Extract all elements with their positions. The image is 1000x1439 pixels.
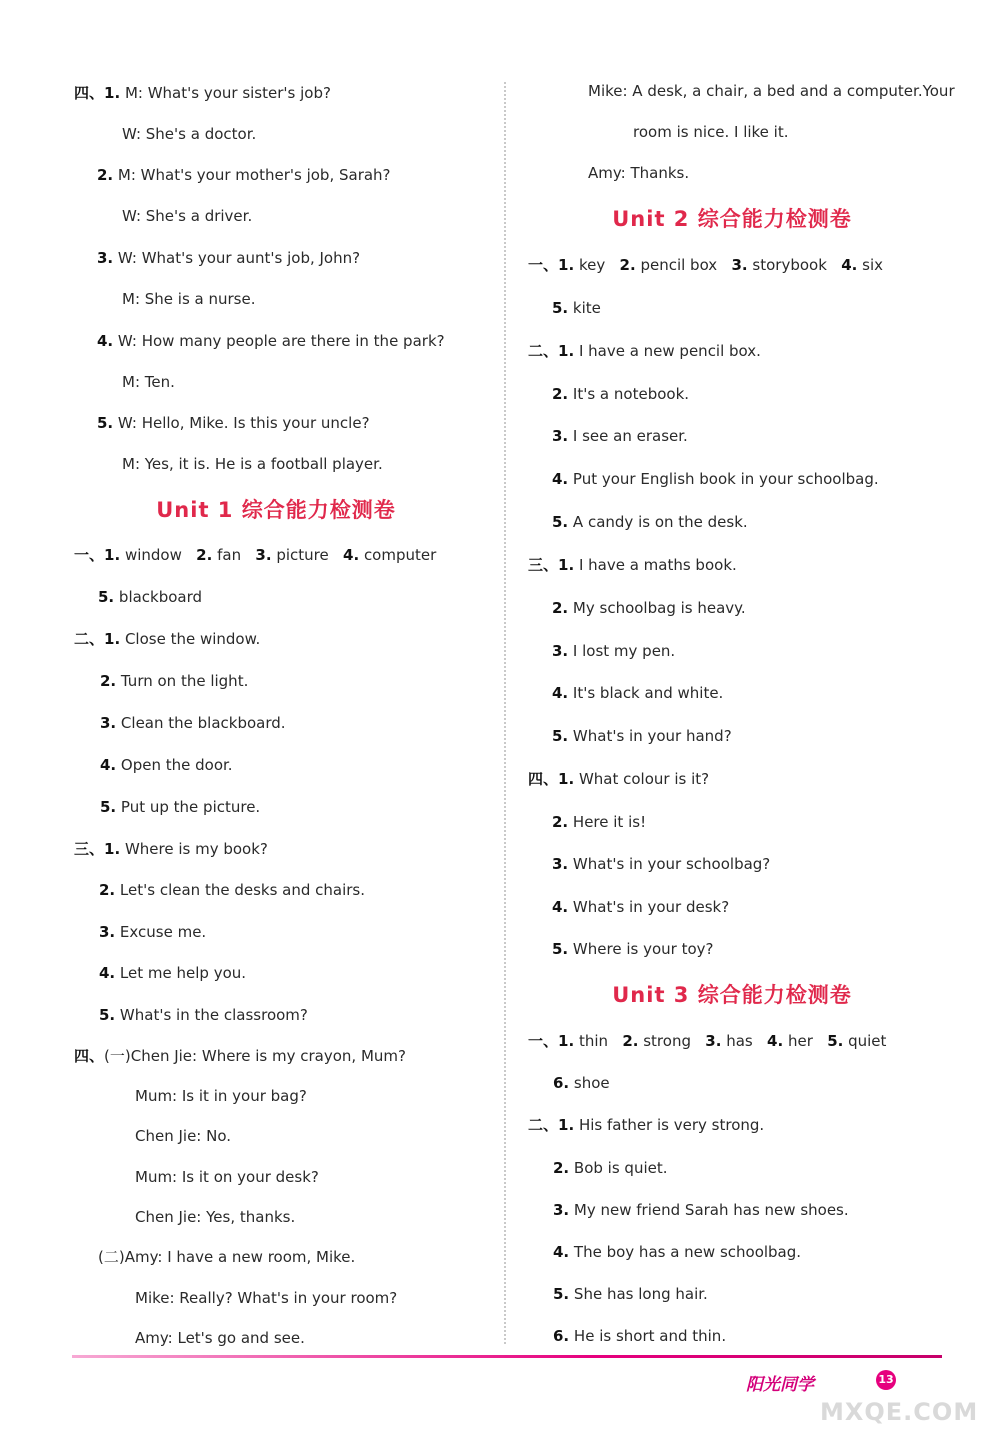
answer-line: 5. What's in your hand?: [552, 727, 732, 745]
answer-line: 5. blackboard: [98, 588, 203, 606]
answer-line: 2. Let's clean the desks and chairs.: [99, 881, 366, 899]
answer-line: 3. W: What's your aunt's job, John?: [97, 249, 361, 267]
answer-line: M: She is a nurse.: [122, 290, 256, 308]
answer-line: M: Yes, it is. He is a football player.: [122, 455, 383, 473]
answer-line: 6. He is short and thin.: [553, 1327, 727, 1345]
answer-line: 4. The boy has a new schoolbag.: [553, 1243, 802, 1261]
answer-line: Mike: A desk, a chair, a bed and a computer.Your: [588, 82, 955, 100]
answer-line: room is nice. I like it.: [633, 123, 789, 141]
answer-line: W: She's a driver.: [122, 207, 253, 225]
answer-line: W: She's a doctor.: [122, 125, 257, 143]
answer-line: 4. Let me help you.: [99, 964, 247, 982]
answer-line: 3. My new friend Sarah has new shoes.: [553, 1201, 849, 1219]
answer-line: Chen Jie: No.: [135, 1127, 232, 1145]
unit1-heading: Unit 1 综合能力检测卷: [156, 498, 396, 522]
answer-line: 3. What's in your schoolbag?: [552, 855, 771, 873]
answer-line: M: Ten.: [122, 373, 175, 391]
answer-line: 3. I lost my pen.: [552, 642, 676, 660]
answer-line: 5. She has long hair.: [553, 1285, 708, 1303]
answer-line: 3. I see an eraser.: [552, 427, 688, 445]
answer-line: 4. What's in your desk?: [552, 898, 730, 916]
answer-line: 二、1. Close the window.: [74, 630, 261, 648]
answer-line: 5. What's in the classroom?: [99, 1006, 308, 1024]
answer-line: 4. It's black and white.: [552, 684, 724, 702]
answer-line: 5. Where is your toy?: [552, 940, 714, 958]
answer-line: (二)Amy: I have a new room, Mike.: [98, 1248, 356, 1266]
answer-line: 三、1. Where is my book?: [74, 840, 268, 858]
answer-line: 5. A candy is on the desk.: [552, 513, 748, 531]
watermark: MXQE.COM: [820, 1398, 979, 1426]
answer-line: 5. kite: [552, 299, 601, 317]
answer-line: 一、1. window 2. fan 3. picture 4. computer: [74, 546, 437, 564]
answer-line: Mike: Really? What's in your room?: [135, 1289, 398, 1307]
unit3-heading: Unit 3 综合能力检测卷: [612, 983, 852, 1007]
answer-line: Mum: Is it on your desk?: [135, 1168, 319, 1186]
answer-line: 一、1. key 2. pencil box 3. storybook 4. six: [528, 256, 883, 274]
answer-line: 二、1. I have a new pencil box.: [528, 342, 761, 360]
answer-line: 四、(一)Chen Jie: Where is my crayon, Mum?: [74, 1047, 406, 1065]
answer-line: 二、1. His father is very strong.: [528, 1116, 765, 1134]
answer-line: 6. shoe: [553, 1074, 610, 1092]
column-divider: [504, 82, 506, 1344]
answer-line: 4. Open the door.: [100, 756, 233, 774]
answer-line: 5. Put up the picture.: [100, 798, 261, 816]
answer-line: 一、1. thin 2. strong 3. has 4. her 5. quiet: [528, 1032, 887, 1050]
answer-line: 2. My schoolbag is heavy.: [552, 599, 746, 617]
page-number-badge: 13: [876, 1370, 896, 1390]
answer-line: 四、1. What colour is it?: [528, 770, 710, 788]
answer-line: Amy: Thanks.: [588, 164, 690, 182]
answer-line: 2. Turn on the light.: [100, 672, 249, 690]
answer-line: 5. W: Hello, Mike. Is this your uncle?: [97, 414, 370, 432]
unit2-heading: Unit 2 综合能力检测卷: [612, 207, 852, 231]
answer-line: 4. Put your English book in your schoolbag.: [552, 470, 879, 488]
answer-line: 四、1. M: What's your sister's job?: [74, 84, 331, 102]
answer-line: Chen Jie: Yes, thanks.: [135, 1208, 296, 1226]
answer-line: Mum: Is it in your bag?: [135, 1087, 307, 1105]
answer-line: 2. Bob is quiet.: [553, 1159, 668, 1177]
answer-line: 2. Here it is!: [552, 813, 647, 831]
brand-logo: 阳光同学: [746, 1375, 814, 1395]
answer-line: 三、1. I have a maths book.: [528, 556, 737, 574]
answer-line: 4. W: How many people are there in the park?: [97, 332, 445, 350]
answer-line: Amy: Let's go and see.: [135, 1329, 305, 1347]
footer-rule: [72, 1355, 942, 1358]
answer-line: 2. It's a notebook.: [552, 385, 690, 403]
answer-line: 3. Clean the blackboard.: [100, 714, 286, 732]
answer-line: 2. M: What's your mother's job, Sarah?: [97, 166, 391, 184]
answer-line: 3. Excuse me.: [99, 923, 207, 941]
